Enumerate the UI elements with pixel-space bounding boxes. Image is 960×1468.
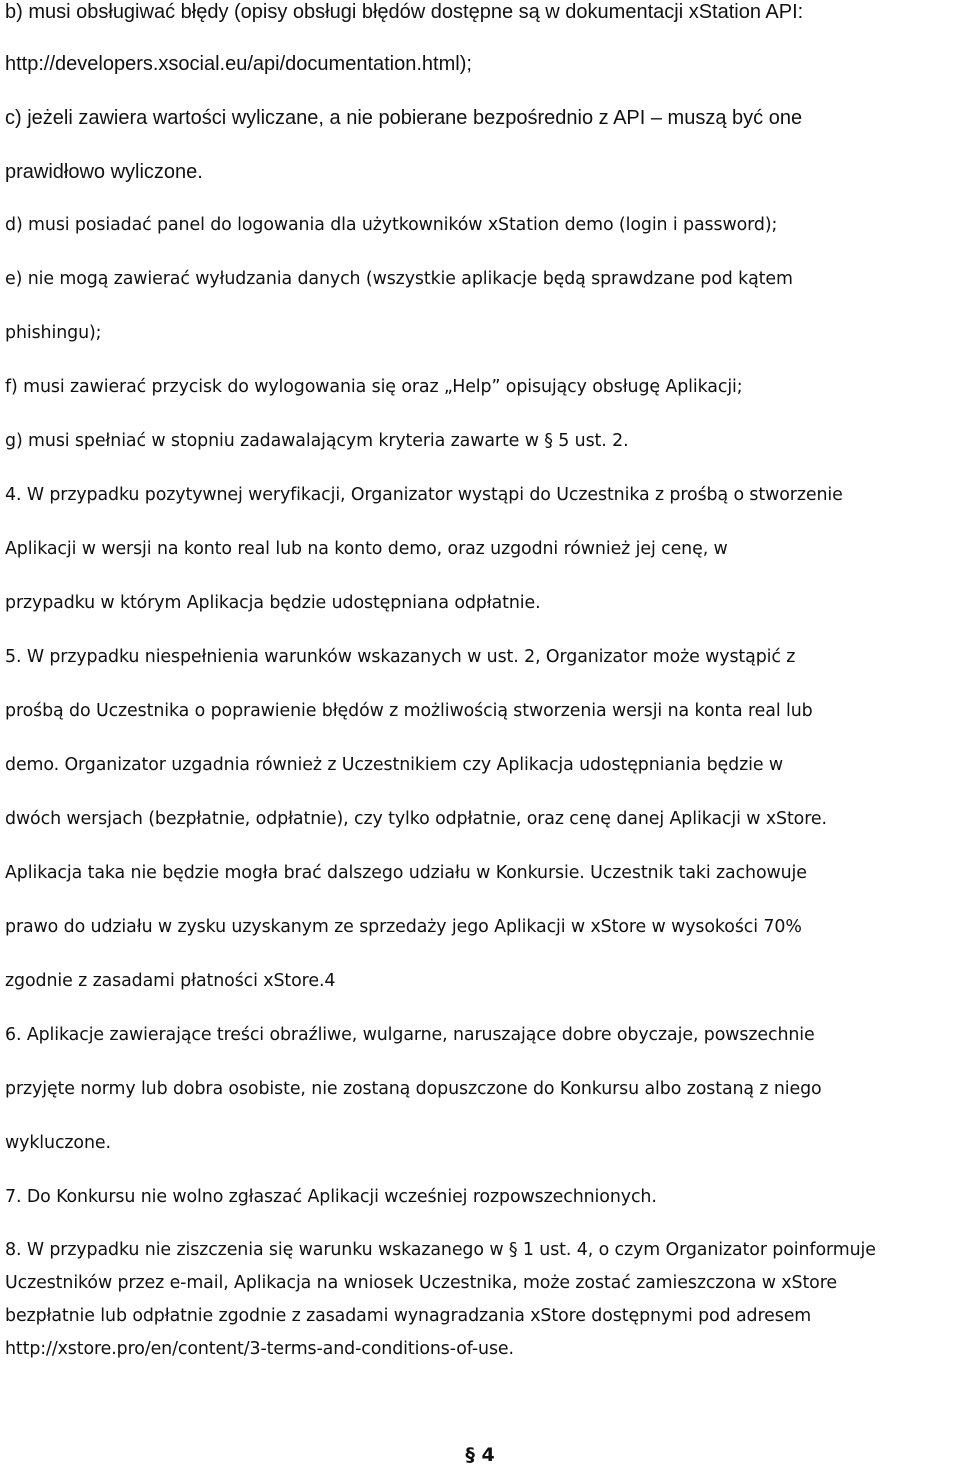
text-line: zgodnie z zasadami płatności xStore.4 [5,971,336,991]
text-line: Aplikacji w wersji na konto real lub na konto demo, oraz uzgodni również jej cenę, w [5,539,728,559]
text-line: prawidłowo wyliczone. [5,161,203,183]
text-line: bezpłatnie lub odpłatnie zgodnie z zasadami wynagradzania xStore dostępnymi pod adresem [5,1306,812,1326]
text-line: 5. W przypadku niespełnienia warunków wskazanych w ust. 2, Organizator może wystąpić z [5,647,796,667]
text-line: phishingu); [5,323,102,343]
text-line: g) musi spełniać w stopniu zadawalającym kryteria zawarte w § 5 ust. 2. [5,431,629,451]
text-line: 8. W przypadku nie ziszczenia się warunku wskazanego w § 1 ust. 4, o czym Organizator poinformuje [5,1240,876,1260]
text-line: b) musi obsługiwać błędy (opisy obsługi błędów dostępne są w dokumentacji xStation API: [5,1,804,23]
text-line: przypadku w którym Aplikacja będzie udostępniana odpłatnie. [5,593,541,613]
text-line: Aplikacja taka nie będzie mogła brać dalszego udziału w Konkursie. Uczestnik taki zachowuje [5,863,807,883]
text-line: 4. W przypadku pozytywnej weryfikacji, Organizator wystąpi do Uczestnika z prośbą o stworzenie [5,485,843,505]
text-line: e) nie mogą zawierać wyłudzania danych (wszystkie aplikacje będą sprawdzane pod kątem [5,269,793,289]
text-line: przyjęte normy lub dobra osobiste, nie zostaną dopuszczone do Konkursu albo zostaną z niego [5,1079,822,1099]
text-line: http://xstore.pro/en/content/3-terms-and-conditions-of-use. [5,1339,514,1359]
text-line: d) musi posiadać panel do logowania dla użytkowników xStation demo (login i password); [5,215,778,235]
text-line: prośbą do Uczestnika o poprawienie błędów z możliwością stworzenia wersji na konta real lub [5,701,813,721]
text-line: prawo do udziału w zysku uzyskanym ze sprzedaży jego Aplikacji w xStore w wysokości 70% [5,917,802,937]
page-footer-section-number: § 4 [465,1444,495,1466]
text-line: f) musi zawierać przycisk do wylogowania się oraz „Help” opisujący obsługę Aplikacji; [5,377,743,397]
text-line: c) jeżeli zawiera wartości wyliczane, a nie pobierane bezpośrednio z API – muszą być one [5,107,803,129]
text-line: 7. Do Konkursu nie wolno zgłaszać Aplikacji wcześniej rozpowszechnionych. [5,1187,657,1207]
text-line: http://developers.xsocial.eu/api/documentation.html); [5,53,472,75]
text-line: demo. Organizator uzgadnia również z Uczestnikiem czy Aplikacja udostępniania będzie w [5,755,783,775]
text-line: dwóch wersjach (bezpłatnie, odpłatnie), czy tylko odpłatnie, oraz cenę danej Aplikacji w xStore. [5,809,827,829]
text-line: wykluczone. [5,1133,111,1153]
text-line: 6. Aplikacje zawierające treści obraźliwe, wulgarne, naruszające dobre obyczaje, powszechnie [5,1025,815,1045]
text-line: Uczestników przez e-mail, Aplikacja na wniosek Uczestnika, może zostać zamieszczona w xStore [5,1273,837,1293]
